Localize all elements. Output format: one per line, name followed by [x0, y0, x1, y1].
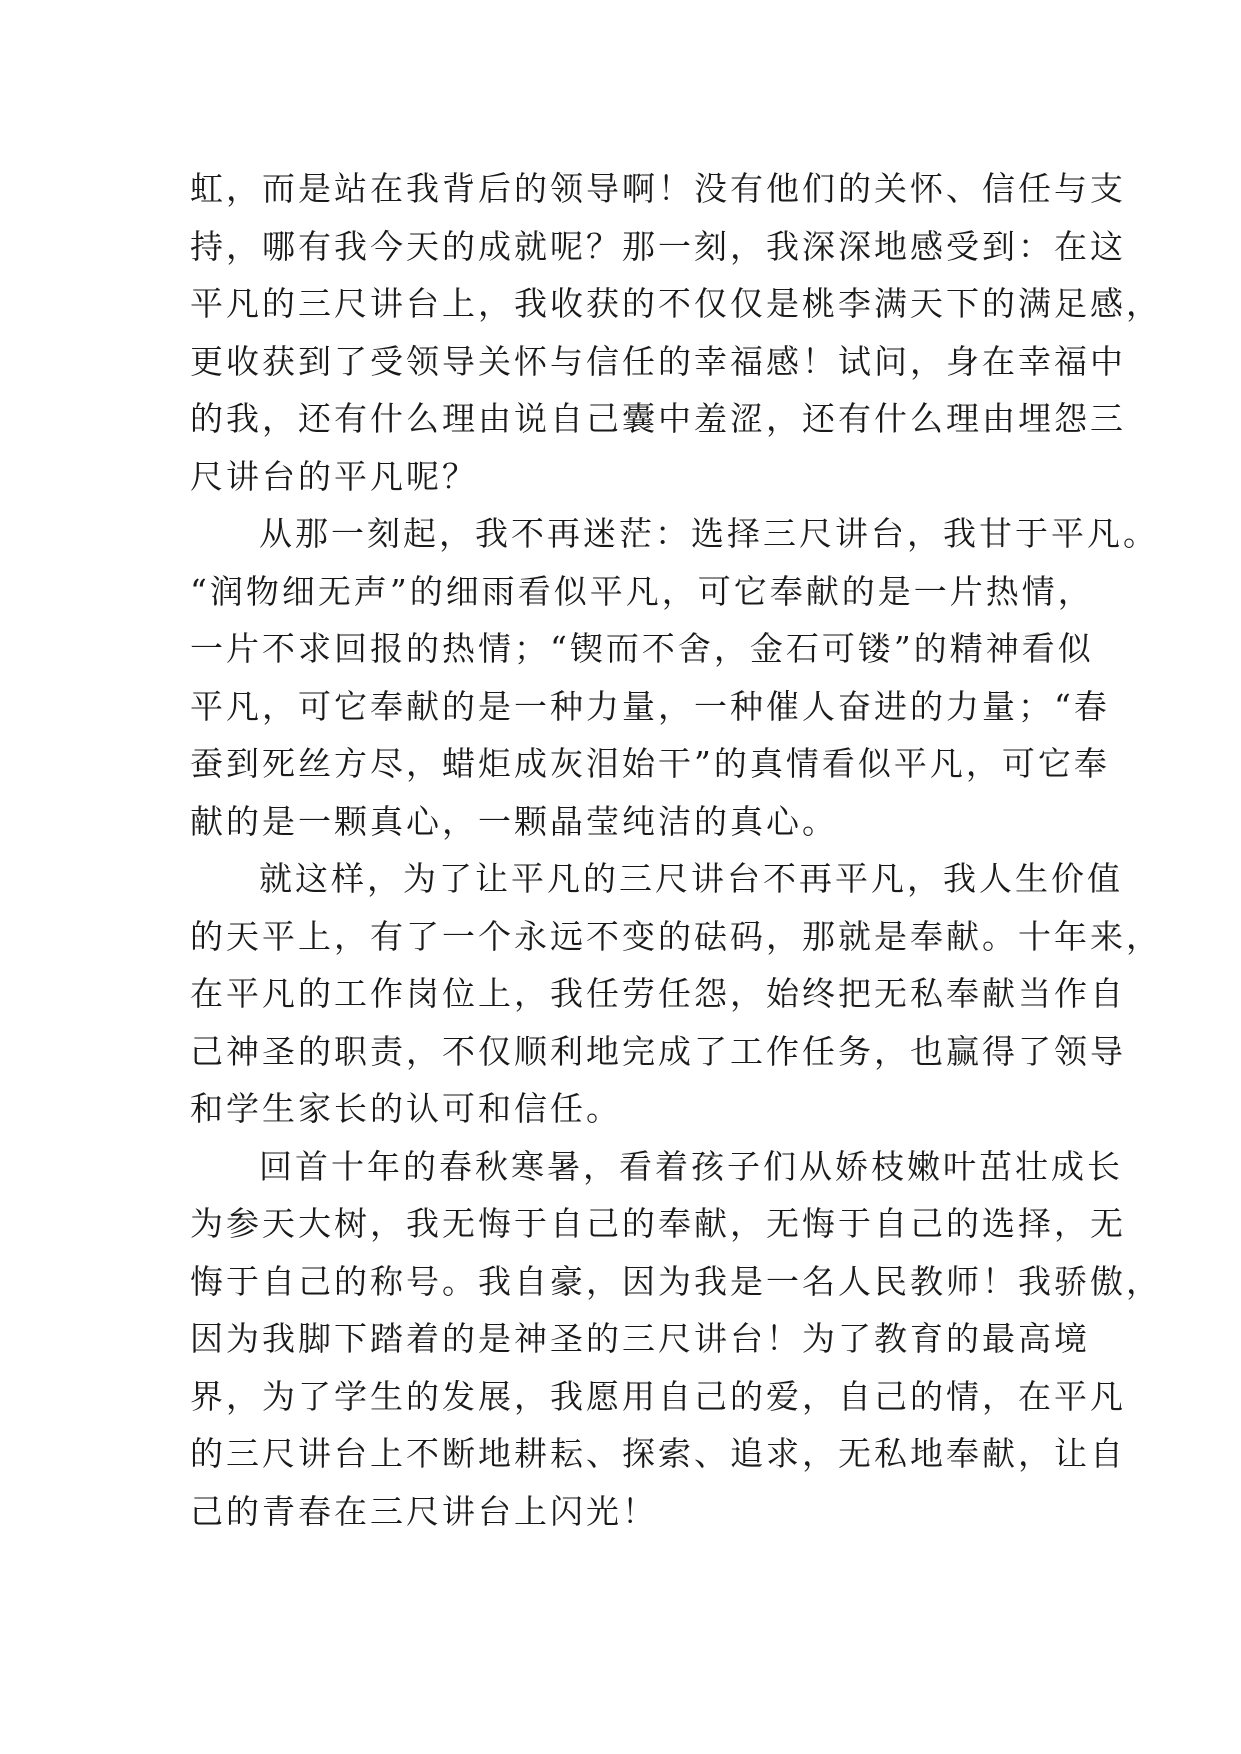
text-line: 更收获到了受领导关怀与信任的幸福感！试问，身在幸福中	[190, 341, 1126, 381]
paragraph-start-line: 从那一刻起，我不再迷茫：选择三尺讲台，我甘于平凡。	[259, 514, 1159, 553]
text-line: 为参天大树，我无悔于自己的奉献，无悔于自己的选择，无	[190, 1204, 1126, 1243]
text-line: 虹，而是站在我背后的领导啊！没有他们的关怀、信任与支	[190, 169, 1126, 208]
text-line: 的天平上，有了一个永远不变的砝码，那就是奉献。十年来，	[190, 916, 1162, 956]
paragraph-start-line: 回首十年的春秋寒暑，看着孩子们从娇枝嫩叶茁壮成长	[259, 1146, 1123, 1186]
text-line: 平凡，可它奉献的是一种力量，一种催人奋进的力量；“春	[190, 686, 1110, 726]
text-line: 持，哪有我今天的成就呢？那一刻，我深深地感受到：在这	[190, 226, 1126, 266]
text-line: 献的是一颗真心，一颗晶莹纯洁的真心。	[190, 801, 838, 841]
text-line: 悔于自己的称号。我自豪，因为我是一名人民教师！我骄傲，	[190, 1261, 1162, 1301]
text-line: 界，为了学生的发展，我愿用自己的爱，自己的情，在平凡	[190, 1376, 1126, 1416]
text-line: 的我，还有什么理由说自己囊中羞涩，还有什么理由埋怨三	[190, 399, 1126, 438]
text-line: 己神圣的职责，不仅顺利地完成了工作任务，也赢得了领导	[190, 1031, 1126, 1071]
text-line: 平凡的三尺讲台上，我收获的不仅仅是桃李满天下的满足感，	[190, 284, 1162, 323]
text-line: “润物细无声”的细雨看似平凡，可它奉献的是一片热情，	[190, 571, 1094, 611]
text-line: 尺讲台的平凡呢？	[190, 456, 478, 496]
text-line: 和学生家长的认可和信任。	[190, 1089, 622, 1128]
text-line: 的三尺讲台上不断地耕耘、探索、追求，无私地奉献，让自	[190, 1434, 1126, 1473]
body-text	[190, 160, 1162, 1540]
text-line: 蚕到死丝方尽，蜡炬成灰泪始干”的真情看似平凡，可它奉	[190, 744, 1110, 783]
text-line: 一片不求回报的热情；“锲而不舍，金石可镂”的精神看似	[190, 629, 1094, 668]
text-line: 因为我脚下踏着的是神圣的三尺讲台！为了教育的最高境	[190, 1319, 1090, 1358]
text-line: 在平凡的工作岗位上，我任劳任怨，始终把无私奉献当作自	[190, 974, 1126, 1013]
paragraph-start-line: 就这样，为了让平凡的三尺讲台不再平凡，我人生价值	[259, 859, 1123, 898]
text-line: 己的青春在三尺讲台上闪光！	[190, 1491, 658, 1531]
